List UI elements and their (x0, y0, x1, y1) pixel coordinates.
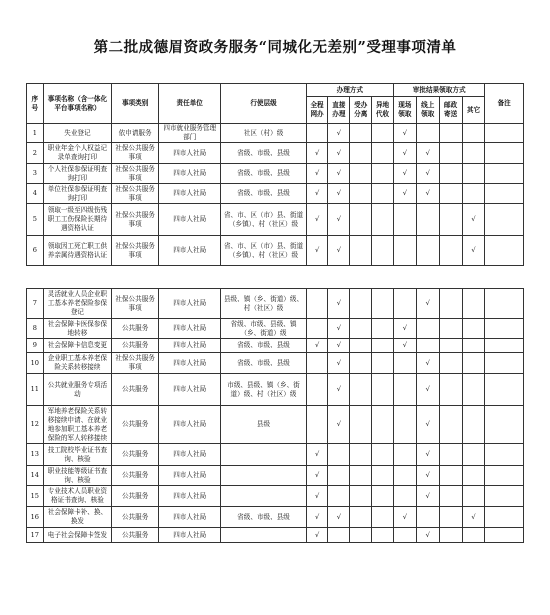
empty-cell (372, 184, 394, 204)
empty-cell (372, 204, 394, 236)
table-row (27, 143, 524, 164)
row-unit: 四市就业服务管理部门 (159, 124, 221, 143)
row-level: 省级、市级、县级 (221, 164, 306, 184)
row-note (485, 319, 524, 339)
empty-cell (439, 374, 462, 406)
row-level: 省级、市级、县级 (221, 339, 306, 353)
row-level: 省、市、区（市）县、街道（乡镇）、村（社区）级 (221, 236, 306, 266)
header-handling-option: 受办分离 (350, 97, 372, 124)
empty-cell (350, 339, 372, 353)
row-unit: 四市人社局 (159, 466, 221, 486)
empty-cell (393, 289, 416, 319)
row-note (485, 444, 524, 466)
empty-cell (462, 486, 485, 507)
row-category: 公共服务 (112, 507, 159, 528)
empty-cell (372, 444, 394, 466)
check-mark: √ (393, 143, 416, 164)
empty-cell (393, 444, 416, 466)
check-mark: √ (416, 444, 439, 466)
check-mark: √ (393, 507, 416, 528)
row-seq: 10 (27, 353, 44, 374)
empty-cell (416, 339, 439, 353)
row-unit: 四市人社局 (159, 143, 221, 164)
row-seq: 8 (27, 319, 44, 339)
row-category: 公共服务 (112, 319, 159, 339)
check-mark: √ (306, 339, 328, 353)
row-category: 社保公共服务事项 (112, 353, 159, 374)
row-category: 社保公共服务事项 (112, 164, 159, 184)
table-body-top (27, 124, 524, 266)
row-seq: 13 (27, 444, 44, 466)
empty-cell (462, 339, 485, 353)
empty-cell (372, 319, 394, 339)
row-item-name: 社会保障卡信息变更 (43, 339, 112, 353)
check-mark: √ (416, 184, 439, 204)
empty-cell (372, 164, 394, 184)
row-item-name: 社会保障卡医保参保地转移 (43, 319, 112, 339)
row-seq: 7 (27, 289, 44, 319)
row-item-name: 技工院校毕业证书查询、核验 (43, 444, 112, 466)
row-level: 社区（村）级 (221, 124, 306, 143)
row-item-name: 企业职工基本养老保险关系转移接续 (43, 353, 112, 374)
check-mark: √ (416, 466, 439, 486)
check-mark: √ (328, 374, 350, 406)
header-handling-option: 直接办理 (328, 97, 350, 124)
row-unit: 四市人社局 (159, 353, 221, 374)
row-seq: 3 (27, 164, 44, 184)
row-category: 公共服务 (112, 466, 159, 486)
header-name: 事项名称（含一体化平台事项名称） (43, 84, 112, 124)
empty-cell (350, 289, 372, 319)
empty-cell (393, 374, 416, 406)
empty-cell (306, 319, 328, 339)
empty-cell (439, 164, 462, 184)
row-item-name: 专业技术人员职业资格证书查询、核验 (43, 486, 112, 507)
check-mark: √ (416, 289, 439, 319)
empty-cell (439, 507, 462, 528)
row-unit: 四市人社局 (159, 184, 221, 204)
empty-cell (393, 204, 416, 236)
row-seq: 2 (27, 143, 44, 164)
empty-cell (350, 444, 372, 466)
row-level: 省级、市级、县级 (221, 143, 306, 164)
empty-cell (462, 353, 485, 374)
empty-cell (350, 374, 372, 406)
empty-cell (372, 466, 394, 486)
row-item-name: 个人社保参保证明查询打印 (43, 164, 112, 184)
check-mark: √ (328, 507, 350, 528)
row-level: 省、市、区（市）县、街道（乡镇）、村（社区）级 (221, 204, 306, 236)
empty-cell (306, 353, 328, 374)
table-row (27, 374, 524, 406)
header-note: 备注 (485, 84, 524, 124)
row-level: 省级、市级、县级、镇（乡、街道）级 (221, 319, 306, 339)
empty-cell (372, 374, 394, 406)
row-note (485, 374, 524, 406)
row-item-name: 领取一级至四级伤残职工工伤保险长期待遇资格认证 (43, 204, 112, 236)
row-category: 公共服务 (112, 339, 159, 353)
empty-cell (416, 236, 439, 266)
row-unit: 四市人社局 (159, 319, 221, 339)
row-note (485, 507, 524, 528)
empty-cell (462, 164, 485, 184)
empty-cell (462, 444, 485, 466)
row-seq: 15 (27, 486, 44, 507)
check-mark: √ (306, 184, 328, 204)
empty-cell (462, 124, 485, 143)
row-unit: 四市人社局 (159, 204, 221, 236)
row-seq: 12 (27, 406, 44, 444)
row-note (485, 339, 524, 353)
empty-cell (328, 466, 350, 486)
empty-cell (439, 406, 462, 444)
check-mark: √ (306, 466, 328, 486)
empty-cell (372, 528, 394, 543)
check-mark: √ (328, 353, 350, 374)
table-row (27, 466, 524, 486)
row-level: 省级、市级、县级 (221, 507, 306, 528)
check-mark: √ (416, 164, 439, 184)
row-seq: 9 (27, 339, 44, 353)
empty-cell (462, 319, 485, 339)
row-item-name: 电子社会保障卡签发 (43, 528, 112, 543)
empty-cell (350, 184, 372, 204)
header-pickup-option: 邮政寄送 (439, 97, 462, 124)
check-mark: √ (393, 339, 416, 353)
empty-cell (350, 507, 372, 528)
row-item-name: 职业年金个人权益记录单查询打印 (43, 143, 112, 164)
row-seq: 5 (27, 204, 44, 236)
document-title: 第二批成德眉资政务服务“同城化无差别”受理事项清单 (93, 39, 457, 56)
header-level: 行使层级 (221, 84, 306, 124)
empty-cell (306, 406, 328, 444)
check-mark: √ (306, 507, 328, 528)
row-level (221, 486, 306, 507)
empty-cell (372, 289, 394, 319)
row-unit: 四市人社局 (159, 164, 221, 184)
row-unit: 四市人社局 (159, 339, 221, 353)
empty-cell (439, 528, 462, 543)
empty-cell (372, 124, 394, 143)
row-item-name: 失业登记 (43, 124, 112, 143)
check-mark: √ (328, 406, 350, 444)
empty-cell (439, 444, 462, 466)
header-pickup-option: 线上领取 (416, 97, 439, 124)
row-unit: 四市人社局 (159, 406, 221, 444)
row-note (485, 528, 524, 543)
header-seq: 序号 (27, 84, 44, 124)
empty-cell (328, 528, 350, 543)
table-row (27, 164, 524, 184)
empty-cell (416, 204, 439, 236)
empty-cell (462, 528, 485, 543)
row-item-name: 职业技能等级证书查询、核验 (43, 466, 112, 486)
check-mark: √ (306, 204, 328, 236)
empty-cell (372, 406, 394, 444)
check-mark: √ (328, 124, 350, 143)
items-table-top (26, 83, 524, 266)
row-category: 公共服务 (112, 374, 159, 406)
check-mark: √ (328, 204, 350, 236)
row-category: 社保公共服务事项 (112, 236, 159, 266)
table-row (27, 319, 524, 339)
row-seq: 11 (27, 374, 44, 406)
empty-cell (439, 289, 462, 319)
row-note (485, 184, 524, 204)
empty-cell (306, 289, 328, 319)
empty-cell (350, 143, 372, 164)
row-note (485, 204, 524, 236)
check-mark: √ (462, 236, 485, 266)
check-mark: √ (328, 164, 350, 184)
empty-cell (350, 528, 372, 543)
empty-cell (328, 444, 350, 466)
check-mark: √ (306, 164, 328, 184)
row-note (485, 466, 524, 486)
row-note (485, 406, 524, 444)
row-level: 省级、市级、县级 (221, 353, 306, 374)
check-mark: √ (416, 486, 439, 507)
check-mark: √ (462, 204, 485, 236)
row-item-name: 社会保障卡补、换、换发 (43, 507, 112, 528)
empty-cell (393, 466, 416, 486)
row-category: 依申请服务 (112, 124, 159, 143)
empty-cell (462, 289, 485, 319)
row-unit: 四市人社局 (159, 486, 221, 507)
row-level: 省级、市级、县级 (221, 184, 306, 204)
row-note (485, 486, 524, 507)
header-pickup-option: 其它 (462, 97, 485, 124)
check-mark: √ (416, 374, 439, 406)
check-mark: √ (328, 236, 350, 266)
row-level: 县级 (221, 406, 306, 444)
check-mark: √ (328, 319, 350, 339)
empty-cell (372, 353, 394, 374)
check-mark: √ (306, 444, 328, 466)
row-unit: 四市人社局 (159, 374, 221, 406)
header-handling-group: 办理方式 (306, 84, 393, 97)
empty-cell (393, 528, 416, 543)
header-unit: 责任单位 (159, 84, 221, 124)
empty-cell (372, 143, 394, 164)
row-seq: 4 (27, 184, 44, 204)
empty-cell (439, 339, 462, 353)
empty-cell (350, 204, 372, 236)
header-pickup-group: 审批结果领取方式 (393, 84, 484, 97)
row-category: 公共服务 (112, 486, 159, 507)
table-row (27, 124, 524, 143)
row-unit: 四市人社局 (159, 289, 221, 319)
check-mark: √ (328, 143, 350, 164)
check-mark: √ (328, 184, 350, 204)
empty-cell (439, 319, 462, 339)
row-unit: 四市人社局 (159, 507, 221, 528)
empty-cell (439, 466, 462, 486)
row-seq: 1 (27, 124, 44, 143)
table-body-bottom (27, 289, 524, 543)
check-mark: √ (306, 143, 328, 164)
row-level (221, 466, 306, 486)
table-row (27, 486, 524, 507)
check-mark: √ (306, 486, 328, 507)
row-item-name: 灵活就业人员企业职工基本养老保险参保登记 (43, 289, 112, 319)
check-mark: √ (393, 124, 416, 143)
empty-cell (439, 353, 462, 374)
header-handling-option: 异地代收 (372, 97, 394, 124)
empty-cell (372, 507, 394, 528)
empty-cell (306, 374, 328, 406)
check-mark: √ (328, 289, 350, 319)
row-category: 社保公共服务事项 (112, 289, 159, 319)
table-row (27, 289, 524, 319)
table-row (27, 236, 524, 266)
empty-cell (416, 319, 439, 339)
row-item-name: 军地养老保险关系转移接续申请、在就业地参加职工基本养老保险的军人转移接续 (43, 406, 112, 444)
row-unit: 四市人社局 (159, 444, 221, 466)
check-mark: √ (393, 164, 416, 184)
check-mark: √ (416, 353, 439, 374)
table-row (27, 406, 524, 444)
check-mark: √ (393, 319, 416, 339)
check-mark: √ (416, 406, 439, 444)
empty-cell (462, 374, 485, 406)
empty-cell (462, 143, 485, 164)
empty-cell (439, 236, 462, 266)
empty-cell (393, 353, 416, 374)
empty-cell (462, 466, 485, 486)
row-note (485, 143, 524, 164)
row-seq: 16 (27, 507, 44, 528)
empty-cell (372, 339, 394, 353)
table-row (27, 444, 524, 466)
row-category: 公共服务 (112, 528, 159, 543)
row-note (485, 164, 524, 184)
empty-cell (350, 319, 372, 339)
header-handling-option: 全程网办 (306, 97, 328, 124)
check-mark: √ (306, 528, 328, 543)
row-level: 县级、镇（乡、街道）级、村（社区）级 (221, 289, 306, 319)
empty-cell (350, 124, 372, 143)
empty-cell (306, 124, 328, 143)
row-unit: 四市人社局 (159, 236, 221, 266)
table-row (27, 339, 524, 353)
row-category: 公共服务 (112, 406, 159, 444)
row-note (485, 289, 524, 319)
row-seq: 6 (27, 236, 44, 266)
empty-cell (350, 466, 372, 486)
row-category: 公共服务 (112, 444, 159, 466)
row-level: 市级、县级、镇（乡、街道）级、村（社区）级 (221, 374, 306, 406)
empty-cell (328, 486, 350, 507)
table-row (27, 204, 524, 236)
empty-cell (350, 486, 372, 507)
empty-cell (439, 184, 462, 204)
row-note (485, 124, 524, 143)
check-mark: √ (393, 184, 416, 204)
row-category: 社保公共服务事项 (112, 204, 159, 236)
row-unit: 四市人社局 (159, 528, 221, 543)
empty-cell (372, 236, 394, 266)
empty-cell (416, 507, 439, 528)
empty-cell (393, 236, 416, 266)
header-pickup-option: 现场领取 (393, 97, 416, 124)
row-item-name: 单位社保参保证明查询打印 (43, 184, 112, 204)
empty-cell (372, 486, 394, 507)
empty-cell (439, 204, 462, 236)
check-mark: √ (462, 507, 485, 528)
row-level (221, 444, 306, 466)
empty-cell (439, 124, 462, 143)
row-category: 社保公共服务事项 (112, 184, 159, 204)
empty-cell (393, 486, 416, 507)
check-mark: √ (416, 528, 439, 543)
empty-cell (350, 164, 372, 184)
row-note (485, 236, 524, 266)
empty-cell (350, 353, 372, 374)
check-mark: √ (416, 143, 439, 164)
empty-cell (416, 124, 439, 143)
row-seq: 17 (27, 528, 44, 543)
table-row (27, 353, 524, 374)
empty-cell (393, 406, 416, 444)
table-row (27, 507, 524, 528)
row-category: 社保公共服务事项 (112, 143, 159, 164)
empty-cell (439, 143, 462, 164)
row-level (221, 528, 306, 543)
check-mark: √ (306, 236, 328, 266)
row-item-name: 领取因工死亡职工供养亲属待遇资格认证 (43, 236, 112, 266)
items-table-bottom (26, 288, 524, 543)
empty-cell (350, 236, 372, 266)
empty-cell (439, 486, 462, 507)
row-note (485, 353, 524, 374)
row-seq: 14 (27, 466, 44, 486)
empty-cell (350, 406, 372, 444)
table-row (27, 528, 524, 543)
empty-cell (462, 406, 485, 444)
header-category: 事项类别 (112, 84, 159, 124)
table-row (27, 184, 524, 204)
row-item-name: 公共就业服务专项活动 (43, 374, 112, 406)
check-mark: √ (328, 339, 350, 353)
empty-cell (462, 184, 485, 204)
